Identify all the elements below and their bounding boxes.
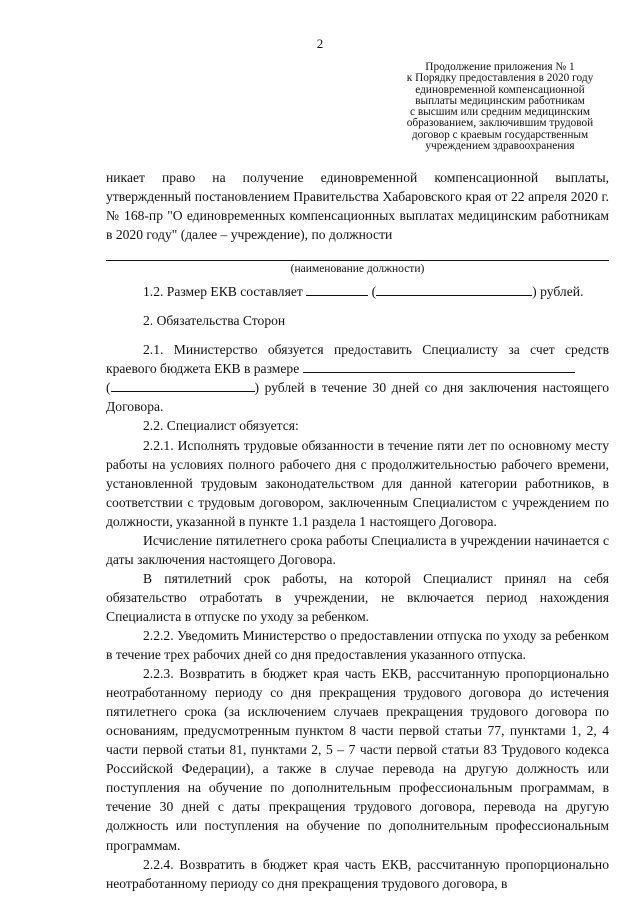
clause-1-2	[106, 282, 609, 301]
clause-2-1-end: ) рублей в течение 30 дней со дня заключения настоящего Договора.	[106, 380, 609, 415]
document-body	[106, 168, 609, 893]
amount-words-blank-2	[111, 379, 255, 392]
header-line: Продолжение приложения № 1	[425, 61, 575, 73]
clause-1-2-text: 1.2. Размер ЕКВ составляет	[143, 284, 303, 300]
header-line: образованием, заключившим трудовой	[406, 117, 594, 130]
clause-2-1	[106, 340, 609, 416]
header-line: к Порядку предоставления в 2020 году	[406, 72, 594, 85]
header-line: единовременной компенсационной	[415, 83, 585, 96]
amount-blank-2	[303, 360, 575, 373]
header-line: выплаты медицинским работникам	[415, 94, 585, 107]
clause-2-2-3: 2.2.3. Возвратить в бюджет края часть ЕКВ, рассчитанную пропорционально неотработанному периоду со дня прекращения трудового договора до истечения пятилетнего срока (за исключением случаев прекращения трудового договора по основаниям, предусмотренным пунктом 8 части первой статьи 77, пунктами 1, 2, 4 части первой статьи 81, пунктами 2, 5 – 7 части первой статьи 83 Трудового кодекса Российской Федерации), а также в случае перевода на другую должность или поступления на обучение по дополнительным профессиональным программам, в течение 30 дней с даты прекращения трудового договора, перевода на другую должность или поступления на обучение по дополнительным профессиональным программам.	[106, 666, 609, 853]
position-caption: (наименование должности)	[290, 263, 425, 276]
clause-2-2: 2.2. Специалист обязуется:	[143, 418, 299, 434]
amount-blank	[306, 283, 368, 296]
position-blank-line	[106, 248, 609, 261]
clause-2-1-text: 2.1. Министерство обязуется предоставить Специалисту за счет средств краевого бюджета ЕКВ в размере	[106, 342, 609, 377]
header-line: договор с краевым государственным	[411, 128, 589, 141]
section-2-heading: 2. Обязательства Сторон	[143, 313, 286, 329]
paren-open-2: (	[106, 380, 111, 396]
header-line: учреждением здравоохранения	[425, 140, 575, 153]
clause-2-2-1: 2.2.1. Исполнять трудовые обязанности в течение пяти лет по основному месту работы на условиях полного рабочего дня с продолжительностью рабочего времени, установленной трудовым законодательством для данной категории работников, в соответствии с трудовым договором, заключенным Специалистом с учреждением по должности, указанной в пункте 1.1 раздела 1 настоящего Договора.	[106, 437, 609, 529]
page-number: 2	[316, 36, 324, 51]
period-paragraph: В пятилетний срок работы, на которой Специалист принял на себя обязательство отработать в учреждении, не включается период нахождения Специалиста в отпуске по уходу за ребенком.	[106, 570, 609, 624]
intro-paragraph: никает право на получение единовременной компенсационной выплаты, утвержденный постановлением Правительства Хабаровского края от 22 апреля 2020 г. № 168-пр "О единовременных компенсационных выплатах медицинским работникам в 2020 году" (далее – учреждение), по должности	[106, 170, 609, 243]
amount-words-blank	[376, 283, 532, 296]
clause-2-2-4: 2.2.4. Возвратить в бюджет края часть ЕКВ, рассчитанную пропорционально неотработанному периоду со дня прекращения трудового договора, в	[106, 856, 609, 891]
clause-1-2-end: ) рублей.	[532, 284, 584, 300]
paren-open: (	[371, 284, 377, 300]
appendix-header	[384, 62, 616, 152]
clause-2-2-2: 2.2.2. Уведомить Министерство о предоставлении отпуска по уходу за ребенком в течение трех рабочих дней со дня предоставления указанного отпуска.	[106, 627, 609, 663]
calc-paragraph: Исчисление пятилетнего срока работы Специалиста в учреждении начинается с даты заключения настоящего Договора.	[106, 532, 609, 567]
header-line: с высшим или средним медицинским	[409, 106, 591, 119]
